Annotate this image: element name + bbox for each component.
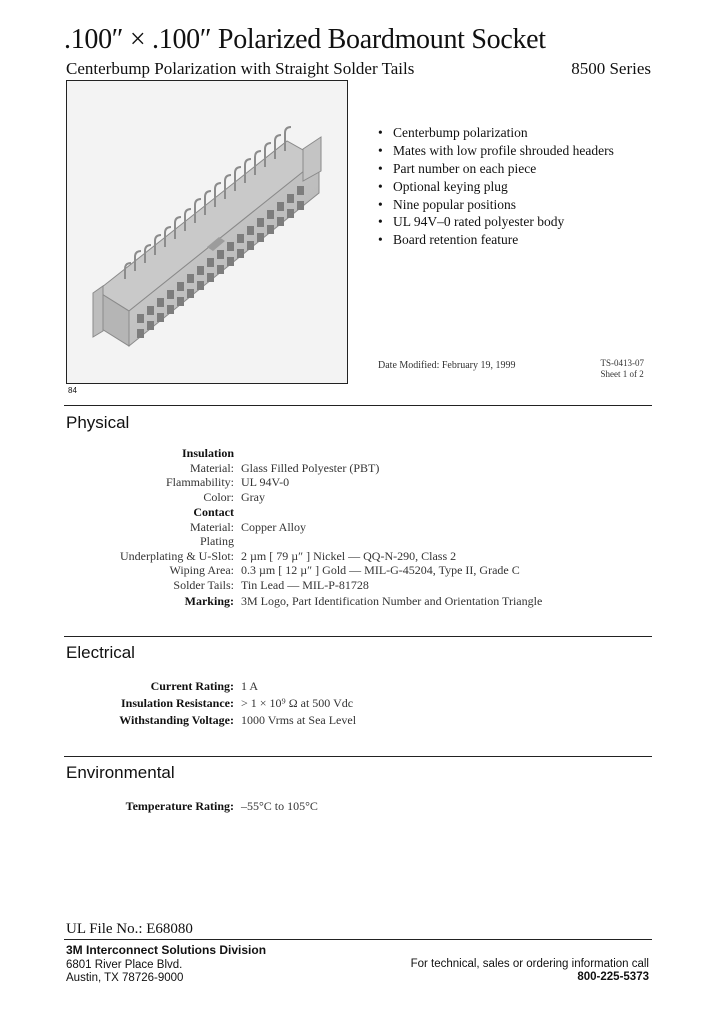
spec-row: [0, 696, 650, 711]
spec-label: Wiping Area:: [169, 563, 234, 577]
list-item: • Nine popular positions: [378, 197, 614, 215]
spec-label: Solder Tails:: [173, 577, 234, 592]
spec-label: Withstanding Voltage:: [119, 713, 234, 727]
page-title: .100″ × .100″ Polarized Boardmount Socket: [64, 24, 546, 55]
spec-row: [0, 713, 650, 728]
spec-value: Glass Filled Polyester (PBT): [241, 460, 380, 475]
feature-list: [378, 125, 614, 250]
phone-number[interactable]: 800-225-5373: [577, 971, 649, 983]
spec-value: > 1 × 10⁹ Ω at 500 Vdc: [241, 696, 354, 710]
spec-row: [0, 549, 650, 564]
spec-value: Gray: [241, 489, 265, 504]
spec-row: [0, 461, 650, 476]
list-item: • Mates with low profile shrouded headers: [378, 143, 614, 161]
spec-label: Underplating & U-Slot:: [120, 548, 234, 563]
spec-row: [0, 490, 650, 505]
page-subtitle: Centerbump Polarization with Straight Solder Tails: [66, 59, 415, 78]
series-label: 8500 Series: [571, 59, 651, 78]
section-divider: [64, 636, 652, 637]
spec-label: Plating: [199, 534, 234, 548]
list-item: • Part number on each piece: [378, 161, 614, 179]
spec-label: Temperature Rating:: [125, 799, 234, 813]
list-item: • UL 94V–0 rated polyester body: [378, 214, 614, 232]
spec-value: 1 A: [241, 679, 259, 693]
section-divider: [64, 405, 652, 406]
list-item: • Optional keying plug: [378, 179, 614, 197]
section-divider: [64, 756, 652, 757]
spec-value: Copper Alloy: [241, 519, 306, 534]
document-code: TS-0413-07: [600, 358, 644, 368]
page-number: 84: [68, 386, 77, 395]
spec-row: [0, 578, 650, 593]
contact-text: For technical, sales or ordering information call: [410, 958, 649, 970]
spec-value: Tin Lead — MIL-P-81728: [241, 577, 369, 592]
spec-label: Flammability:: [166, 475, 234, 489]
spec-value: 0.3 µm [ 12 µ″ ] Gold — MIL-G-45204, Type II, Grade C: [241, 563, 520, 577]
spec-value: 3M Logo, Part Identification Number and Orientation Triangle: [241, 594, 543, 608]
list-item: • Board retention feature: [378, 232, 614, 250]
address-line: Austin, TX 78726-9000: [66, 972, 184, 984]
footer-divider: [64, 939, 652, 940]
section-heading-environmental: Environmental: [66, 763, 175, 782]
list-item: • Centerbump polarization: [378, 125, 614, 143]
spec-row: [0, 534, 650, 549]
spec-value: 1000 Vrms at Sea Level: [241, 713, 357, 727]
ul-file-number: UL File No.: E68080: [66, 921, 193, 937]
spec-row: [0, 475, 650, 490]
spec-row: [0, 520, 650, 535]
spec-label: Color:: [203, 489, 234, 504]
spec-value: –55°C to 105°C: [241, 799, 318, 813]
spec-label: Current Rating:: [150, 679, 234, 693]
spec-row: [0, 679, 650, 694]
spec-value: UL 94V-0: [241, 475, 290, 489]
spec-label: Material:: [190, 519, 234, 534]
section-heading-electrical: Electrical: [66, 643, 135, 662]
spec-row: [0, 446, 650, 461]
spec-row: [0, 563, 650, 578]
spec-row: [0, 505, 650, 520]
product-photo: [66, 80, 348, 384]
sheet-number: Sheet 1 of 2: [600, 369, 644, 379]
spec-label: Contact: [193, 505, 234, 519]
spec-label: Insulation: [181, 446, 234, 460]
spec-label: Marking:: [184, 594, 234, 608]
spec-label: Material:: [190, 460, 234, 475]
address-line: 6801 River Place Blvd.: [66, 959, 183, 971]
document-id: [601, 358, 645, 380]
section-heading-physical: Physical: [66, 413, 130, 432]
division-name: 3M Interconnect Solutions Division: [66, 943, 267, 957]
spec-label: Insulation Resistance:: [120, 696, 234, 710]
socket-illustration: [67, 81, 347, 383]
spec-row: [0, 799, 650, 814]
spec-value: 2 µm [ 79 µ″ ] Nickel — QQ-N-290, Class 2: [241, 548, 457, 563]
date-modified: Date Modified: February 19, 1999: [378, 360, 516, 371]
spec-row: [0, 594, 650, 609]
